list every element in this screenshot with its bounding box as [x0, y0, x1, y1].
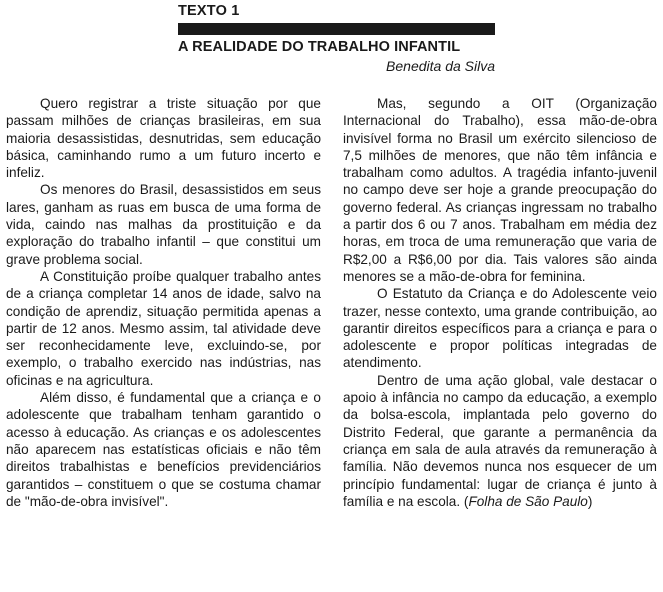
closing-paren: ) — [587, 493, 593, 509]
article-title: A REALIDADE DO TRABALHO INFANTIL — [178, 39, 461, 55]
paragraph-7-text: Dentro de uma ação global, vale destacar o apoio à infância no campo da educação, a exemplo da bolsa-escola, implantada pelo governo do Distrito Federal, que garante a permanência da criança em sala de aula através da remuneração à família. Não devemos nunca nos esquecer de um princípio fundamental: lugar de criança é junto à família e na escola. ( — [343, 372, 657, 509]
left-column — [6, 95, 321, 510]
article-author: Benedita da Silva — [386, 58, 495, 74]
source-citation: Folha de São Paulo — [468, 493, 588, 509]
paragraph-6: O Estatuto da Criança e do Adolescente veio trazer, nesse contexto, uma grande contribuição, ao garantir direitos específicos para a criança e para o adolescente e propor políticas integradas de atendimento. — [343, 286, 657, 371]
paragraph-5: Mas, segundo a OIT (Organização Internacional do Trabalho), essa mão-de-obra invisível forma no Brasil um exército silencioso de 7,5 milhões de menores, que não têm infância e trabalham como adultos. A tragédia infanto-juvenil no campo deve ser hoje a grande preocupação do governo federal. As crianças ingressam no trabalho a partir dos 6 ou 7 anos. Trabalham em média dez horas, em troca de uma remuneração que varia de R$2,00 a R$6,00 por dia. Tais valores são ainda menores se a mão-de-obra for feminina. — [343, 96, 657, 284]
right-column — [343, 95, 657, 510]
text-label: TEXTO 1 — [178, 3, 240, 19]
paragraph-4: Além disso, é fundamental que a criança e o adolescente que trabalham tenham garantido o acesso à educação. As crianças e os adolescentes não aparecem nas estatísticas oficiais e não têm direitos trabalhistas e benefícios previdenciários garantidos – constituem o que se costuma chamar de "mão-de-obra invisível". — [6, 390, 321, 509]
paragraph-7 — [343, 372, 657, 510]
paragraph-2: Os menores do Brasil, desassistidos em seus lares, ganham as ruas em busca de uma forma de vida, caindo nas malhas da prostituição e da exploração do trabalho infantil – que constitui um grave problema social. — [6, 182, 321, 267]
header-rule — [178, 23, 495, 35]
paragraph-3: A Constituição proíbe qualquer trabalho antes de a criança completar 14 anos de idade, salvo na condição de aprendiz, situação permitida apenas a partir de 12 anos. Mesmo assim, tal atividade deve ser reconhecidamente leve, excluindo-se, por exemplo, o trabalho exercido nas indústrias, nas oficinas e na agricultura. — [6, 268, 321, 388]
paragraph-1: Quero registrar a triste situação por que passam milhões de crianças brasileiras, em sua maioria desassistidas, desnutridas, sem educação básica, caminhando rumo a um futuro incerto e infeliz. — [6, 96, 321, 181]
